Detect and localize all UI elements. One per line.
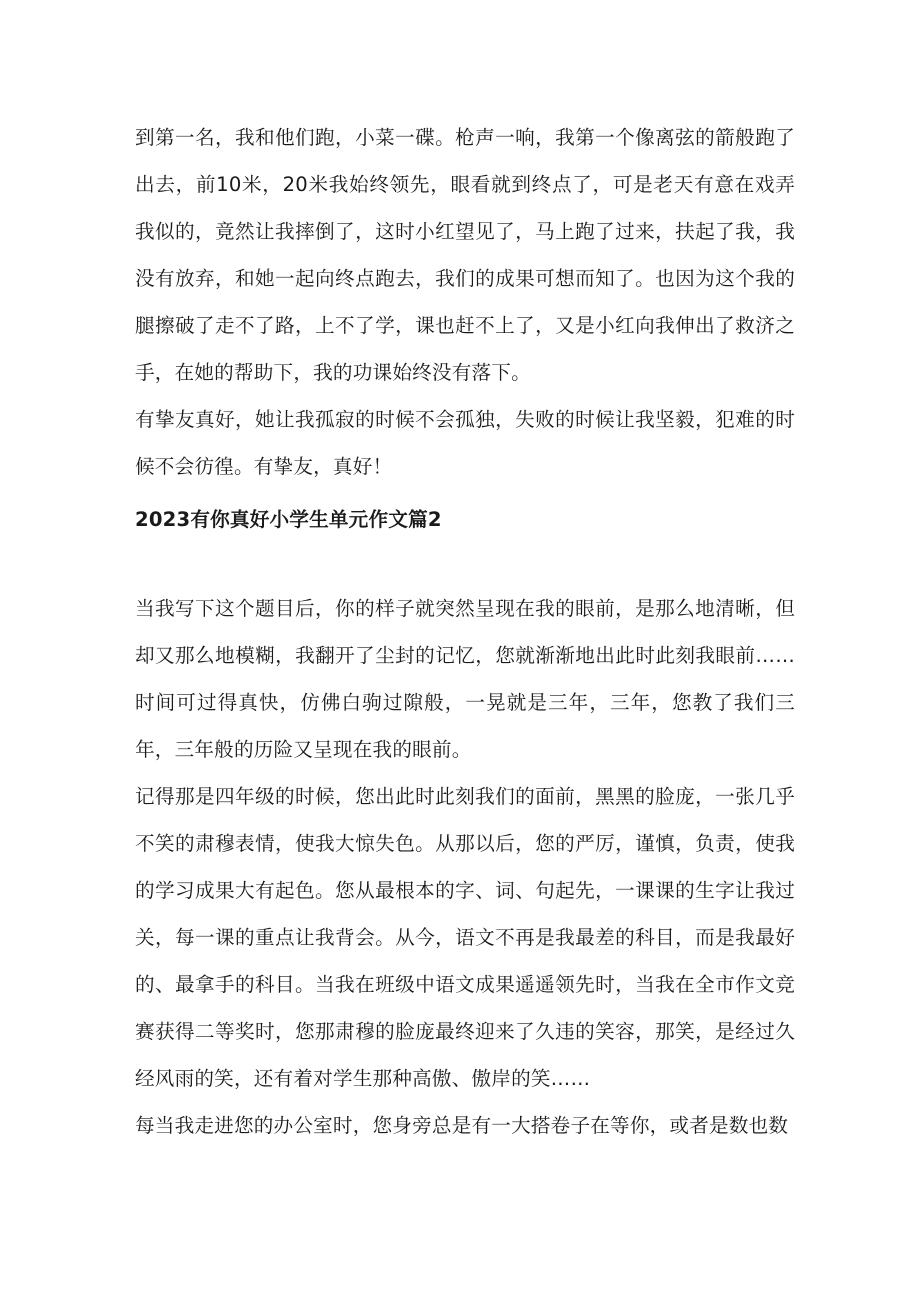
paragraph-good-friend: 有挚友真好，她让我孤寂的时候不会孤独，失败的时候让我坚毅，犯难的时候不会彷徨。有挚友，真好！: [135, 408, 795, 478]
document-body: [135, 114, 795, 1149]
paragraph-race-story: 到第一名，我和他们跑，小菜一碟。枪声一响，我第一个像离弦的箭般跑了出去，前10米，20米我始终领先，眼看就到终点了，可是老天有意在戏弄我似的，竟然让我摔倒了，这时小红望见了，马上跑了过来，扶起了我，我没有放弃，和她一起向终点跑去，我们的成果可想而知了。也因为这个我的腿擦破了走不了路，上不了学，课也赶不上了，又是小红向我伸出了救济之手，在她的帮助下，我的功课始终没有落下。: [135, 126, 795, 384]
paragraph-memory-intro: 当我写下这个题目后，你的样子就突然呈现在我的眼前，是那么地清晰，但却又那么地模糊，我翻开了尘封的记忆，您就渐渐地出此时此刻我眼前……时间可过得真快，仿佛白驹过隙般，一晃就是三年，三年，您教了我们三年，三年般的历险又呈现在我的眼前。: [135, 597, 795, 761]
essay-heading: 2023有你真好小学生单元作文篇2: [135, 508, 442, 531]
paragraph-fourth-grade: 记得那是四年级的时候，您出此时此刻我们的面前，黑黑的脸庞，一张几乎不笑的肃穆表情，使我大惊失色。从那以后，您的严厉，谨慎，负责，使我的学习成果大有起色。您从最根本的字、词、句起先，一课课的生字让我过关，每一课的重点让我背会。从今，语文不再是我最差的科目，而是我最好的、最拿手的科目。当我在班级中语文成果遥遥领先时，当我在全市作文竞赛获得二等奖时，您那肃穆的脸庞最终迎来了久违的笑容，那笑，是经过久经风雨的笑，还有着对学生那种高傲、傲岸的笑……: [135, 785, 795, 1090]
paragraph-office: 每当我走进您的办公室时，您身旁总是有一大搭卷子在等你，或者是数也数: [135, 1114, 789, 1137]
